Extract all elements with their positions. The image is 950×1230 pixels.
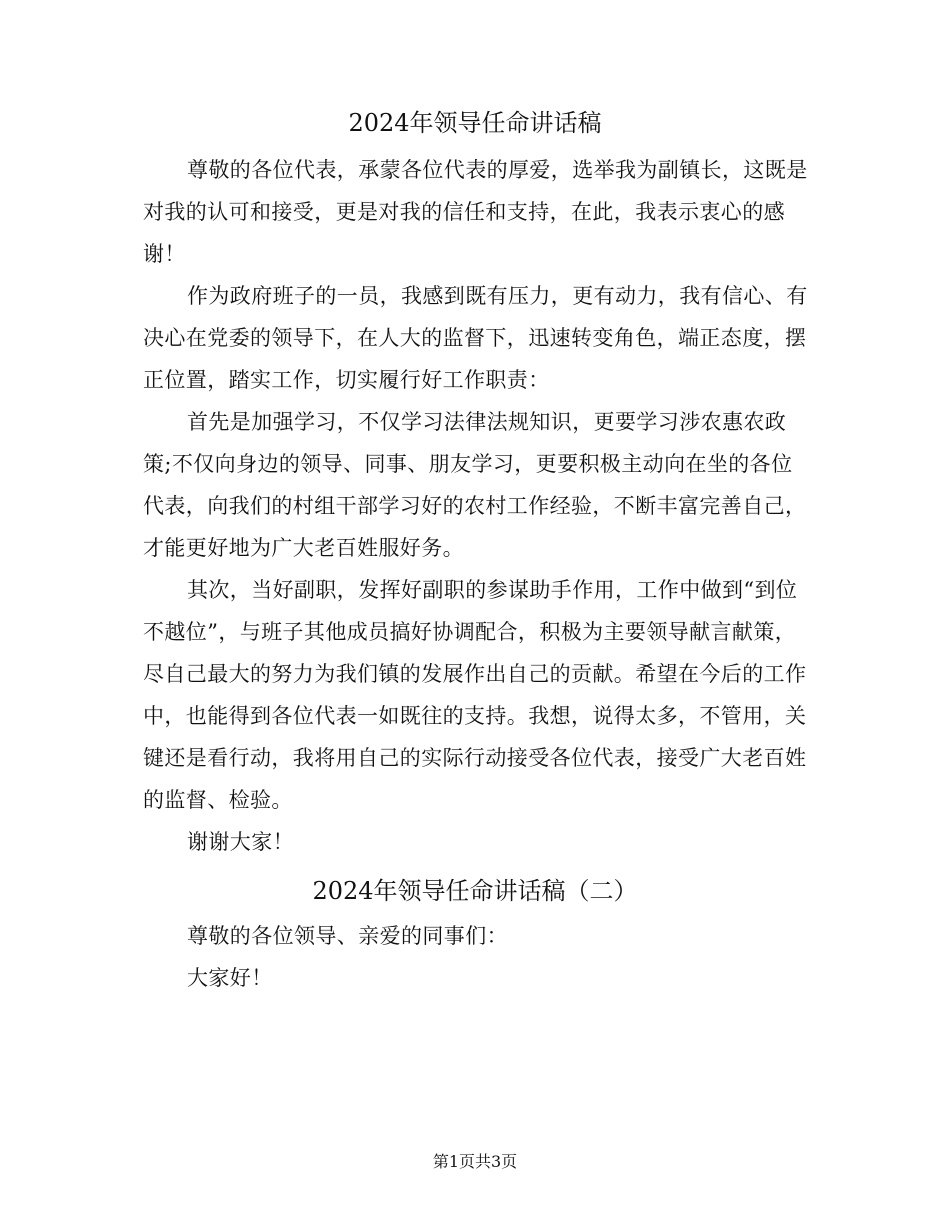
paragraph-deputy-role: 其次，当好副职，发挥好副职的参谋助手作用，工作中做到“到位不越位”，与班子其他成员搞好协调配合，积极为主要领导献言献策，尽自己最大的努力为我们镇的发展作出自己的贡献。希望在今后的工作中，也能得到各位代表一如既往的支持。我想，说得太多，不管用，关键还是看行动，我将用自己的实际行动接受各位代表，接受广大老百姓的监督、检验。: [143, 578, 807, 812]
paragraph-greeting: 尊敬的各位代表，承蒙各位代表的厚爱，选举我为副镇长，这既是对我的认可和接受，更是对我的信任和支持，在此，我表示衷心的感谢！: [143, 158, 808, 266]
paragraph-thanks: 谢谢大家！: [187, 830, 294, 854]
paragraph-commitment: 作为政府班子的一员，我感到既有压力，更有动力，我有信心、有决心在党委的领导下，在人大的监督下，迅速转变角色，端正态度，摆正位置，踏实工作，切实履行好工作职责：: [143, 284, 808, 392]
page-number: 第1页共3页: [432, 1152, 518, 1171]
paragraph-study: 首先是加强学习，不仅学习法律法规知识，更要学习涉农惠农政策;不仅向身边的领导、同事、朋友学习，更要积极主动向在坐的各位代表，向我们的村组干部学习好的农村工作经验，不断丰富完善自己，才能更好地为广大老百姓服好务。: [143, 410, 807, 560]
paragraph-salutation: 尊敬的各位领导、亲爱的同事们：: [187, 924, 508, 948]
paragraph-hello: 大家好！: [187, 966, 273, 990]
document-title: 2024年领导任命讲话稿: [348, 109, 602, 137]
section-title-2: 2024年领导任命讲话稿（二）: [312, 877, 638, 905]
